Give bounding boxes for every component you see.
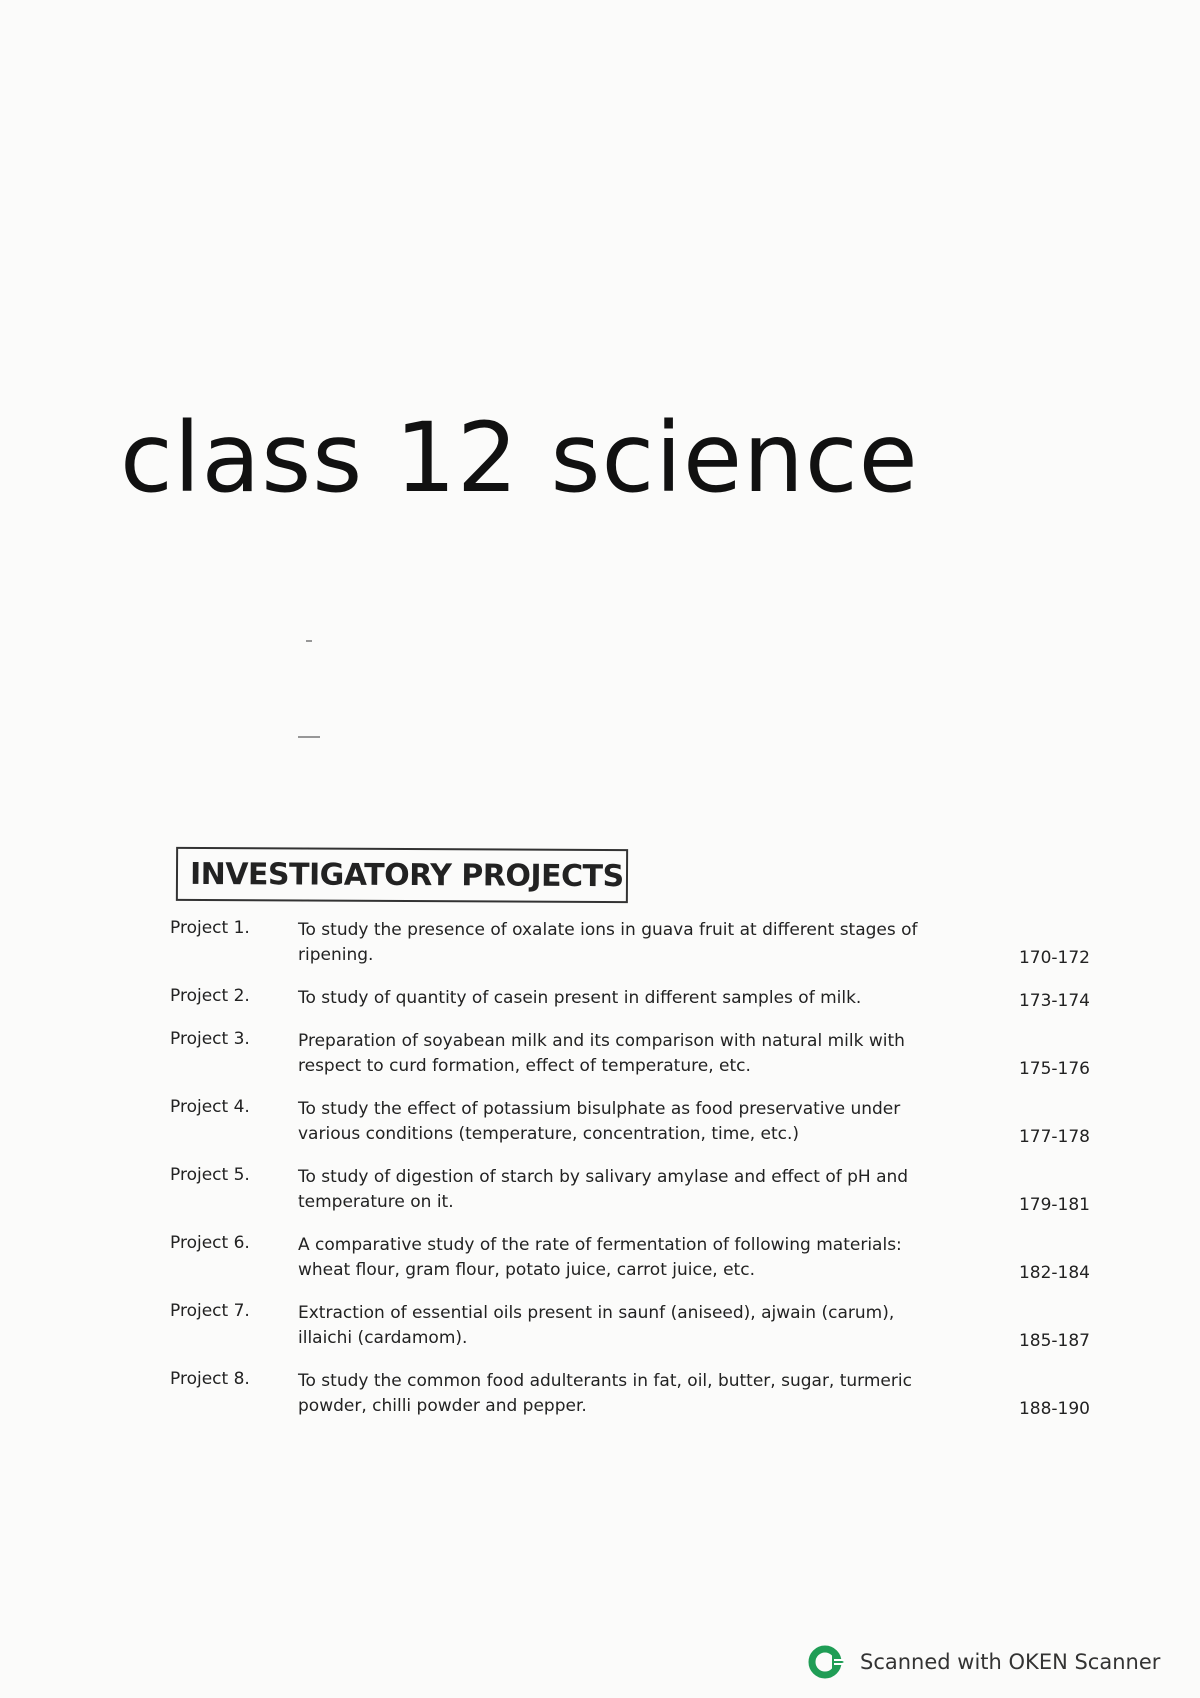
page-title: class 12 science	[120, 402, 919, 514]
project-number: Project 7.	[170, 1301, 250, 1321]
section-heading-box	[176, 847, 628, 903]
project-number: Project 3.	[170, 1029, 250, 1049]
project-row	[170, 986, 1110, 1011]
project-description: To study the effect of potassium bisulphate as food preservative under various conditions (temperature, concentration, time, etc.)	[298, 1099, 901, 1144]
scan-speck	[306, 640, 312, 642]
section-heading: INVESTIGATORY PROJECTS	[189, 856, 624, 894]
project-description: Extraction of essential oils present in saunf (aniseed), ajwain (carum), illaichi (cardamom).	[298, 1303, 895, 1348]
project-description: To study the common food adulterants in fat, oil, butter, sugar, turmeric powder, chilli powder and pepper.	[298, 1371, 912, 1416]
project-row	[170, 1097, 1110, 1147]
project-row	[170, 1165, 1110, 1215]
project-number: Project 6.	[170, 1233, 250, 1253]
project-number: Project 5.	[170, 1165, 250, 1185]
project-pages: 188-190	[1018, 1399, 1090, 1419]
project-pages: 173-174	[1018, 991, 1090, 1011]
project-description: A comparative study of the rate of fermentation of following materials: wheat flour, gram flour, potato juice, carrot juice, etc.	[298, 1235, 902, 1280]
project-description: To study of digestion of starch by salivary amylase and effect of pH and temperature on it.	[298, 1167, 909, 1212]
project-pages: 175-176	[1018, 1059, 1090, 1079]
oken-scanner-logo-icon	[808, 1642, 848, 1682]
scanner-watermark	[808, 1642, 1160, 1682]
project-description: Preparation of soyabean milk and its comparison with natural milk with respect to curd formation, effect of temperature, etc.	[298, 1031, 905, 1076]
scan-speck	[298, 736, 320, 738]
project-description: To study the presence of oxalate ions in guava fruit at different stages of ripening.	[298, 920, 918, 965]
project-number: Project 4.	[170, 1097, 250, 1117]
project-row	[170, 1301, 1110, 1351]
project-number: Project 8.	[170, 1369, 250, 1389]
project-pages: 177-178	[1018, 1127, 1090, 1147]
project-list	[170, 918, 1110, 1437]
project-pages: 185-187	[1018, 1331, 1090, 1351]
project-pages: 182-184	[1018, 1263, 1090, 1283]
project-row	[170, 918, 1110, 968]
project-pages: 170-172	[1018, 948, 1090, 968]
scanner-label: Scanned with OKEN Scanner	[860, 1650, 1161, 1674]
project-row	[170, 1029, 1110, 1079]
project-row	[170, 1233, 1110, 1283]
project-number: Project 1.	[170, 918, 250, 938]
project-pages: 179-181	[1018, 1195, 1090, 1215]
project-row	[170, 1369, 1110, 1419]
project-description: To study of quantity of casein present in different samples of milk.	[298, 988, 862, 1008]
project-number: Project 2.	[170, 986, 250, 1006]
